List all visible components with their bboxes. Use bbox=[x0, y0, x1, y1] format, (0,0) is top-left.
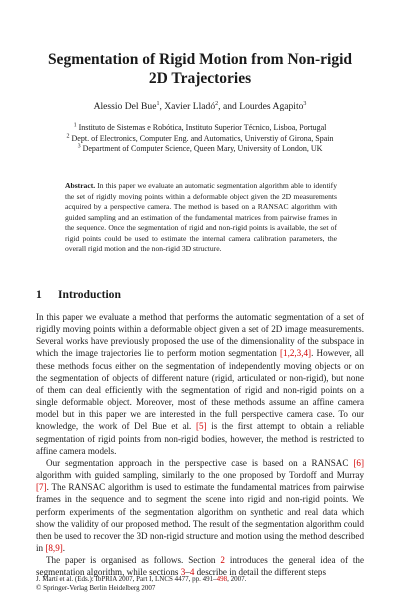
abstract-label: Abstract. bbox=[65, 181, 96, 190]
author-name: Lourdes Agapito bbox=[239, 101, 304, 112]
page-link[interactable]: 498 bbox=[216, 575, 228, 583]
section-link[interactable]: 2 bbox=[220, 555, 225, 566]
affiliation-text: Dept. of Electronics, Computer Eng. and Automatics, Universtiy of Girona, Spain bbox=[71, 133, 334, 143]
paragraph-text: . However, all these methods focus either on the segmentation of independently moving objects or on the segmentation of objects of different nature (rigid, articulated or non-rigid), but none of them can deal efficiently with the segmentation of rigid and non-rigid points on a single deformable object. Moreover, most of these methods assume an affine camera model but in this paper we are interested in the full perspective camera case. To our knowledge, the work of Del Bue et al. bbox=[36, 348, 364, 432]
author-affil-mark: 1 bbox=[156, 100, 160, 107]
affiliation-mark: 3 bbox=[77, 143, 81, 150]
affiliation-mark: 1 bbox=[73, 122, 77, 129]
citation-link[interactable]: [1,2,3,4] bbox=[280, 348, 312, 359]
title-line-1: Segmentation of Rigid Motion from Non-rigid bbox=[47, 51, 353, 68]
footer-text: J. Martí et al. (Eds.): IbPRIA 2007, Part I, LNCS 4477, pp. 491– bbox=[36, 575, 217, 583]
footer-citation bbox=[36, 575, 364, 584]
affiliation bbox=[36, 134, 364, 145]
author-affil-mark: 2 bbox=[215, 100, 219, 107]
affiliation bbox=[36, 144, 364, 155]
paragraph-text: The paper is organised as follows. Section bbox=[46, 555, 221, 566]
paragraph-text: describe in detail the different steps bbox=[194, 567, 327, 578]
paragraph-text: introduces the general idea of the segmentation algorithm, while sections bbox=[36, 555, 364, 578]
paragraph-text: Our segmentation approach in the perspective case is based on a RANSAC bbox=[46, 457, 354, 468]
paragraph-text: . bbox=[62, 542, 66, 553]
paper-title bbox=[40, 50, 360, 88]
paragraph bbox=[36, 457, 364, 554]
author-list: Alessio Del Bue$^1$, Xavier Lladó$^2$, and Lourdes Agapito$^3$ bbox=[93, 100, 307, 112]
abstract-text: In this paper we evaluate an automatic segmentation algorithm able to identify the set of rigidly moving points within a deformable object given the 2D measurements acquired by a perspective camera. The method is based on a RANSAC algorithm with guided sampling and an estimation of the fundamental matrices from pairwise frames in the sequence. Once the segmentation of rigid and non-rigid points is available, the set of rigid points could be used to estimate the internal camera calibration parameters, the overall rigid motion and the non-rigid 3D structure. bbox=[65, 181, 337, 253]
author-name: Alessio Del Bue bbox=[93, 101, 157, 112]
paragraph-text: In this paper we evaluate a method that performs the automatic segmentation of a set of rigidly moving points within a deformable object given a set of 2D image measurements. Several works have previously proposed the use of the dimensionality of the subspace in which the image trajectories lie to perform motion segmentation bbox=[36, 312, 364, 359]
paragraph bbox=[36, 311, 364, 457]
paragraph-text: . The RANSAC algorithm is used to estimate the fundamental matrices from pairwise frames in the sequence and to segment the scene into rigid and non-rigid points. We perform experiments of the segmentation algorithm on synthetic and real data which show the validity of our proposed method. The result of the segmentation algorithm could then be used to recover the 3D non-rigid structure and motion using the method described in bbox=[36, 482, 364, 553]
author-name: Xavier Lladó bbox=[164, 101, 216, 112]
author-affil-mark: 3 bbox=[303, 100, 307, 107]
citation-link[interactable]: [5] bbox=[195, 421, 207, 432]
section-number: 1 bbox=[36, 288, 42, 301]
section-heading bbox=[36, 288, 121, 301]
paragraph-text: algorithm with guided sampling, similarly to the one proposed by Tordoff and Murray bbox=[36, 470, 364, 481]
affiliation-text: Instituto de Sistemas e Robótica, Instituto Superior Técnico, Lisboa, Portugal bbox=[78, 123, 327, 132]
affiliation-mark: 2 bbox=[66, 133, 70, 140]
section-link[interactable]: 3 bbox=[180, 567, 186, 578]
citation-link[interactable]: [7] bbox=[36, 482, 47, 493]
section-link[interactable]: 4 bbox=[189, 567, 195, 578]
footer-copyright: © Springer-Verlag Berlin Heidelberg 2007 bbox=[36, 584, 156, 592]
section-title: Introduction bbox=[58, 288, 121, 301]
citation-link[interactable]: [6] bbox=[353, 457, 364, 468]
author-separator: , and bbox=[218, 101, 237, 112]
abstract bbox=[65, 181, 337, 255]
affiliations bbox=[36, 123, 364, 155]
footer-text: , 2007. bbox=[227, 575, 247, 583]
body-text bbox=[36, 311, 364, 578]
paragraph-text: is the first attempt to obtain a reliable segmentation of rigid points from non-rigid bodies, however, the method is restricted to affine camera models. bbox=[36, 421, 364, 456]
page-footer bbox=[36, 575, 364, 593]
title-line-2: 2D Trajectories bbox=[148, 70, 252, 87]
paragraph-text: – bbox=[185, 567, 190, 578]
affiliation-text: Department of Computer Science, Queen Mary, University of London, UK bbox=[82, 144, 323, 154]
citation-link[interactable]: [8,9] bbox=[45, 542, 63, 553]
affiliation bbox=[36, 123, 364, 134]
